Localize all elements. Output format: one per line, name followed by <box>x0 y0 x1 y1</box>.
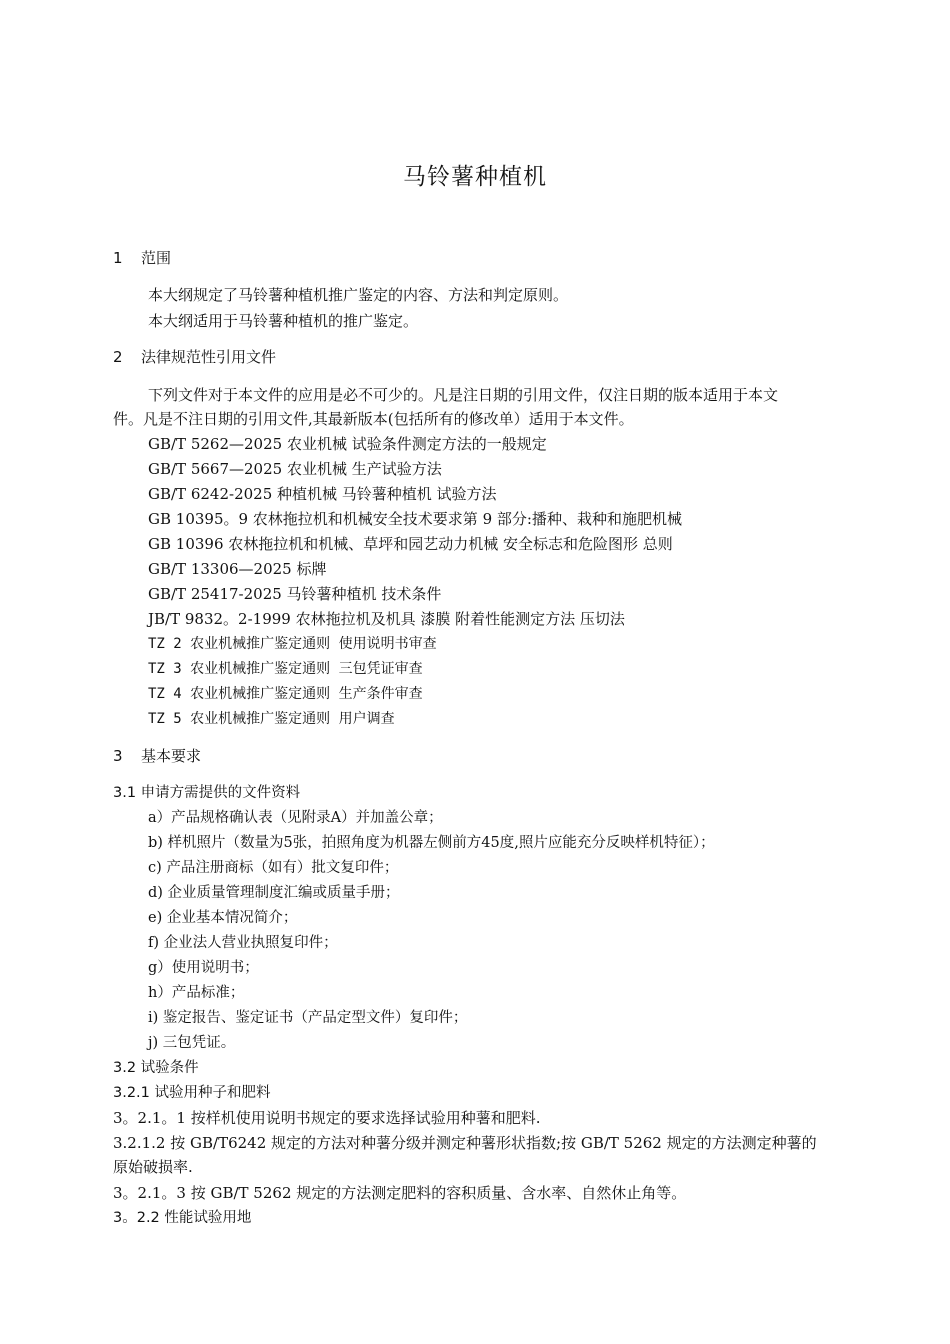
tz-reference-item: TZ 5 农业机械推广鉴定通则 用户调查 <box>148 711 395 727</box>
subsection-3-1-heading: 3.1 申请方需提供的文件资料 <box>113 785 301 801</box>
reference-item: GB/T 5262—2025 农业机械 试验条件测定方法的一般规定 <box>148 435 547 453</box>
paragraph: 件。凡是不注日期的引用文件,其最新版本(包括所有的修改单）适用于本文件。 <box>113 410 634 428</box>
list-item: e) 企业基本情况简介； <box>148 910 298 926</box>
list-item: d) 企业质量管理制度汇编或质量手册； <box>148 885 400 901</box>
section-number: 3 <box>113 747 123 765</box>
reference-item: GB/T 13306—2025 标牌 <box>148 560 327 578</box>
reference-item: GB/T 6242-2025 种植机械 马铃薯种植机 试验方法 <box>148 485 497 503</box>
list-item: i) 鉴定报告、鉴定证书（产品定型文件）复印件； <box>148 1010 468 1026</box>
section-2-heading <box>113 347 276 367</box>
subsection-3-2-heading: 3.2 试验条件 <box>113 1060 199 1076</box>
list-item: g）使用说明书； <box>148 960 259 976</box>
section-number: 1 <box>113 249 123 267</box>
document-title: 马铃薯种植机 <box>403 164 547 190</box>
subsection-3-2-2-heading: 3。2.2 性能试验用地 <box>113 1210 252 1226</box>
section-title: 法律规范性引用文件 <box>141 348 277 366</box>
section-1-heading <box>113 248 171 268</box>
paragraph: 本大纲规定了马铃薯种植机推广鉴定的内容、方法和判定原则。 <box>148 286 569 304</box>
paragraph: 原始破损率. <box>113 1158 193 1176</box>
list-item: a）产品规格确认表（见附录A）并加盖公章； <box>148 810 443 826</box>
list-item: c) 产品注册商标（如有）批文复印件； <box>148 860 399 876</box>
paragraph: 3.2.1.2 按 GB/T6242 规定的方法对种薯分级并测定种薯形状指数;按 GB/T 5262 规定的方法测定种薯的 <box>113 1134 817 1152</box>
paragraph: 下列文件对于本文件的应用是必不可少的。凡是注日期的引用文件，仅注日期的版本适用于本文 <box>148 386 779 404</box>
reference-item: GB/T 5667—2025 农业机械 生产试验方法 <box>148 460 442 478</box>
list-item: j) 三包凭证。 <box>148 1035 236 1051</box>
list-item: b) 样机照片（数量为5张，拍照角度为机器左侧前方45度,照片应能充分反映样机特征）； <box>148 835 715 851</box>
list-item: h）产品标准； <box>148 985 245 1001</box>
reference-item: JB/T 9832。2-1999 农林拖拉机及机具 漆膜 附着性能测定方法 压切法 <box>148 610 625 628</box>
reference-item: GB 10396 农林拖拉机和机械、草坪和园艺动力机械 安全标志和危险图形 总则 <box>148 535 673 553</box>
section-3-heading <box>113 746 201 766</box>
reference-item: GB 10395。9 农林拖拉机和机械安全技术要求第 9 部分:播种、栽种和施肥机械 <box>148 510 682 528</box>
paragraph: 3。2.1。1 按样机使用说明书规定的要求选择试验用种薯和肥料. <box>113 1109 541 1127</box>
paragraph: 本大纲适用于马铃薯种植机的推广鉴定。 <box>148 312 419 330</box>
list-item: f) 企业法人营业执照复印件； <box>148 935 338 951</box>
section-number: 2 <box>113 348 123 366</box>
paragraph: 3。2.1。3 按 GB/T 5262 规定的方法测定肥料的容积质量、含水率、自然休止角等。 <box>113 1184 687 1202</box>
subsection-3-2-1-heading: 3.2.1 试验用种子和肥料 <box>113 1085 271 1101</box>
section-title: 范围 <box>141 249 172 267</box>
reference-item: GB/T 25417-2025 马铃薯种植机 技术条件 <box>148 585 442 603</box>
tz-reference-item: TZ 3 农业机械推广鉴定通则 三包凭证审查 <box>148 661 423 677</box>
section-title: 基本要求 <box>141 747 202 765</box>
tz-reference-item: TZ 4 农业机械推广鉴定通则 生产条件审查 <box>148 686 423 702</box>
tz-reference-item: TZ 2 农业机械推广鉴定通则 使用说明书审查 <box>148 636 437 652</box>
